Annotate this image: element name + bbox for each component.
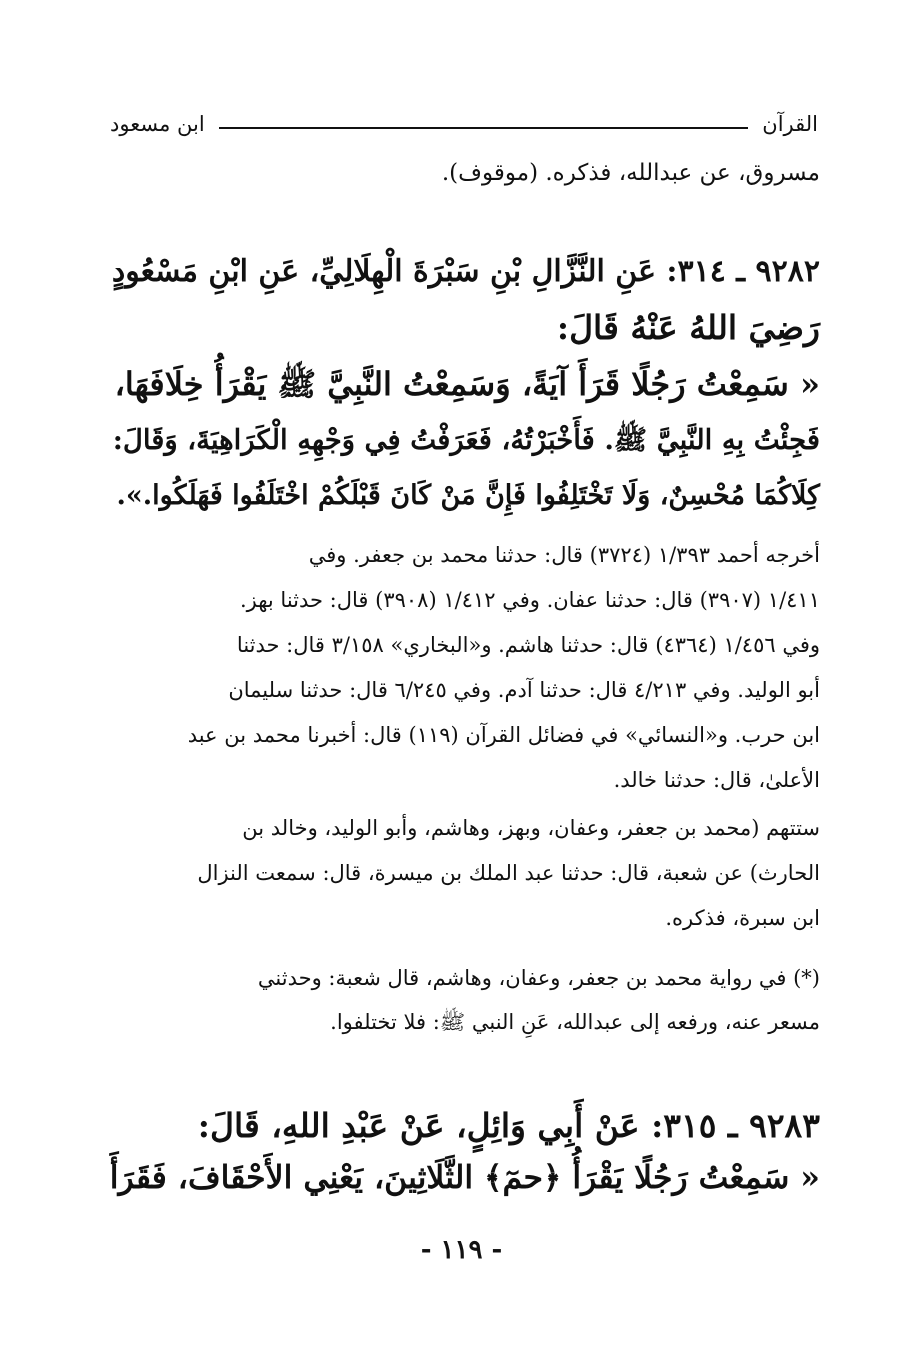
- footnote-paragraph: [104, 956, 820, 1044]
- hadith-heading-line: ٩٢٨٢ ـ ٣١٤: عَنِ النَّزَّالِ بْنِ سَبْرَةَ الْهِلَالِيِّ، عَنِ ابْنِ مَسْعُودٍ: [111, 254, 820, 289]
- hadith-9282-heading: [104, 244, 820, 356]
- hadith-text-line: « سَمِعْتُ رَجُلًا يَقْرَأُ ﴿حمٓ﴾ الثَّلَاثِينَ، يَعْنِي الأَحْقَافَ، فَقَرَأَ: [109, 1159, 820, 1196]
- hadith-9283-text: [104, 1150, 820, 1206]
- takhrij-line: ابن حرب. و«النسائي» في فضائل القرآن (١١٩) قال: أخبرنا محمد بن عبد: [187, 723, 820, 747]
- hadith-text-line: فَجِئْتُ بِهِ النَّبِيَّ ﷺ. فَأَخْبَرْتُهُ، فَعَرَفْتُ فِي وَجْهِهِ الْكَرَاهِيَةَ، وَقَالَ:: [112, 424, 820, 456]
- footnote-line: مسعر عنه، ورفعه إلى عبدالله، عَنِ النبي ﷺ: فلا تختلفوا.: [330, 1010, 820, 1034]
- takhrij-line: وفي ١/٤٥٦ (٤٣٦٤) قال: حدثنا هاشم. و«البخاري» ٣/١٥٨ قال: حدثنا: [236, 633, 820, 657]
- takhrij-line: ١/٤١١ (٣٩٠٧) قال: حدثنا عفان. وفي ١/٤١٢ (٣٩٠٨) قال: حدثنا بهز.: [239, 588, 820, 612]
- takhrij-line: أبو الوليد. وفي ٤/٢١٣ قال: حدثنا آدم. وفي ٦/٢٤٥ قال: حدثنا سليمان: [228, 678, 820, 702]
- takhrij-line: أخرجه أحمد ١/٣٩٣ (٣٧٢٤) قال: حدثنا محمد بن جعفر. وفي: [308, 543, 820, 567]
- hadith-9283-heading: [104, 1098, 820, 1154]
- continuation-paragraph: [104, 158, 820, 188]
- page-number: - ١١٩ -: [420, 1235, 503, 1265]
- takhrij-paragraph: [104, 533, 820, 803]
- running-header: [110, 104, 818, 144]
- continuation-line: مسروق، عن عبدالله، فذكره. (موقوف).: [441, 160, 820, 186]
- narrators-line: ابن سبرة، فذكره.: [665, 906, 820, 930]
- narrators-line: ستتهم (محمد بن جعفر، وعفان، وبهز، وهاشم، وأبو الوليد، وخالد بن: [242, 816, 820, 840]
- hadith-text-line: « سَمِعْتُ رَجُلًا قَرَأَ آيَةً، وَسَمِعْتُ النَّبِيَّ ﷺ يَقْرَأُ خِلَافَهَا،: [114, 365, 820, 403]
- hadith-text-line: كِلَاكُمَا مُحْسِنٌ، وَلَا تَخْتَلِفُوا فَإِنَّ مَنْ كَانَ قَبْلَكُمْ اخْتَلَفُوا فَهَلَكُوا.».: [116, 480, 820, 511]
- header-chapter-title: القرآن: [762, 112, 818, 136]
- narrators-paragraph: [104, 806, 820, 941]
- hadith-heading-line: ٩٢٨٣ ـ ٣١٥: عَنْ أَبِي وَائِلٍ، عَنْ عَبْدِ اللهِ، قَالَ:: [197, 1106, 820, 1145]
- footnote-line: (*) في رواية محمد بن جعفر، وعفان، وهاشم، قال شعبة: وحدثني: [257, 966, 820, 990]
- header-rule: [219, 127, 749, 129]
- hadith-9282-text: [104, 356, 820, 524]
- header-section-title: ابن مسعود: [110, 112, 205, 136]
- narrators-line: الحارث) عن شعبة، قال: حدثنا عبد الملك بن ميسرة، قال: سمعت النزال: [197, 861, 820, 885]
- takhrij-line: الأعلىٰ، قال: حدثنا خالد.: [613, 768, 820, 792]
- hadith-heading-line: رَضِيَ اللهُ عَنْهُ قَالَ:: [556, 308, 820, 347]
